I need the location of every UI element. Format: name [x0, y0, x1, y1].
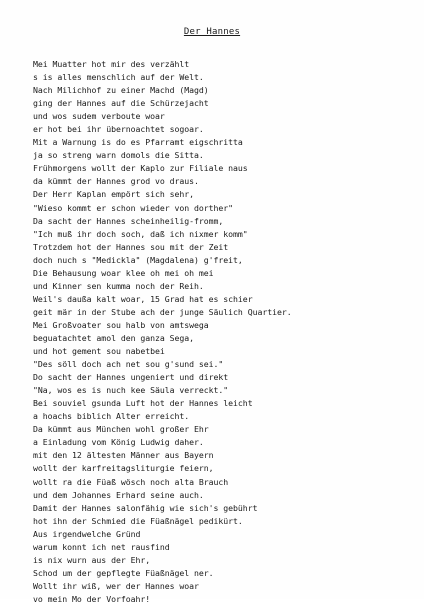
poem-line: ja so streng warn domols die Sitta.	[33, 150, 204, 161]
poem-line: und hot gement sou nabetbei	[33, 346, 165, 357]
poem-line: wollt der karfreitagsliturgie feiern,	[33, 463, 214, 474]
poem-line: wollt ra die Füaß wösch noch alta Brauch	[33, 476, 229, 487]
poem-line: mit den 12 ältesten Männer aus Bayern	[33, 450, 214, 461]
poem-line: Do sacht der Hannes ungeniert und direkt	[33, 372, 229, 383]
poem-line: "Ich muß ihr doch soch, daß ich nixmer komm"	[33, 228, 248, 239]
poem-line: Frühmorgens wollt der Kaplo zur Filiale naus	[33, 163, 248, 174]
poem-line: Da kümmt aus München wohl großer Ehr	[33, 424, 209, 435]
poem-line: Wollt ihr wiß, wer der Hannes woar	[33, 580, 199, 591]
poem-line: "Na, wos es is nuch kee Säula verreckt."	[33, 385, 229, 396]
poem-line: und dem Johannes Erhard seine auch.	[33, 489, 204, 500]
poem-line: ging der Hannes auf die Schürzejacht	[33, 98, 209, 109]
poem-line: a Einladung vom König Ludwig daher.	[33, 437, 204, 448]
poem-line: doch nuch s "Medickla" (Magdalena) g'freit,	[33, 254, 243, 265]
poem-line: Mei Großvoater sou halb von amtswega	[33, 319, 209, 330]
poem-line: warum konnt ich net rausfind	[33, 541, 170, 552]
poem-line: a hoachs biblich Alter erreicht.	[33, 411, 190, 422]
poem-line: und wos sudem verboute woar	[33, 111, 165, 122]
poem-line: Mit a Warnung is do es Pfarramt eigschritta	[33, 137, 243, 148]
poem-line: und Kinner sen kumma noch der Reih.	[33, 280, 204, 291]
poem-line: "Wieso kommt er schon wieder von dorther"	[33, 202, 234, 213]
poem-line: is nix wurn aus der Ehr,	[33, 554, 151, 565]
poem-line: Schod um der gepflegte Füaßnägel ner.	[33, 567, 214, 578]
poem-body	[33, 58, 418, 606]
poem-line: Da sacht der Hannes scheinheilig-fromm,	[33, 215, 224, 226]
poem-title: Der Hannes	[183, 27, 241, 37]
poem-line: "Des söll doch ach net sou g'sund sei."	[33, 359, 224, 370]
poem-line: Die Behausung woar klee oh mei oh mei	[33, 267, 214, 278]
poem-line: er hot bei ihr übernoachtet sogoar.	[33, 124, 204, 135]
poem-line: s is alles menschlich auf der Welt.	[33, 72, 204, 83]
poem-line: Mei Muatter hot mir des verzählt	[33, 59, 190, 69]
poem-line: vo mein Mo der Vorfoahr!	[33, 593, 151, 604]
poem-line: Trotzdem hot der Hannes sou mit der Zeit	[33, 241, 229, 252]
poem-line: Der Herr Kaplan empört sich sehr,	[33, 189, 195, 200]
poem-line: Aus irgendwelche Gründ	[33, 528, 141, 539]
poem-line: Nach Milichhof zu einer Machd (Magd)	[33, 85, 209, 96]
poem-line: hot ihn der Schmied die Füaßnägel pedikürt.	[33, 515, 243, 526]
poem-line: geit mär in der Stube ach der junge Säulich Quartier.	[33, 306, 292, 317]
poem-line: da kümmt der Hannes grod vo draus.	[33, 176, 199, 187]
poem-line: Damit der Hannes salonfähig wie sich's gebührt	[33, 502, 258, 513]
poem-line: Bei souviel gsunda Luft hot der Hannes leicht	[33, 398, 253, 409]
poem-line: Weil's daußa kalt woar, 15 Grad hat es schier	[33, 293, 253, 304]
poem-line: beguatachtet amol den ganza Sega,	[33, 332, 195, 343]
